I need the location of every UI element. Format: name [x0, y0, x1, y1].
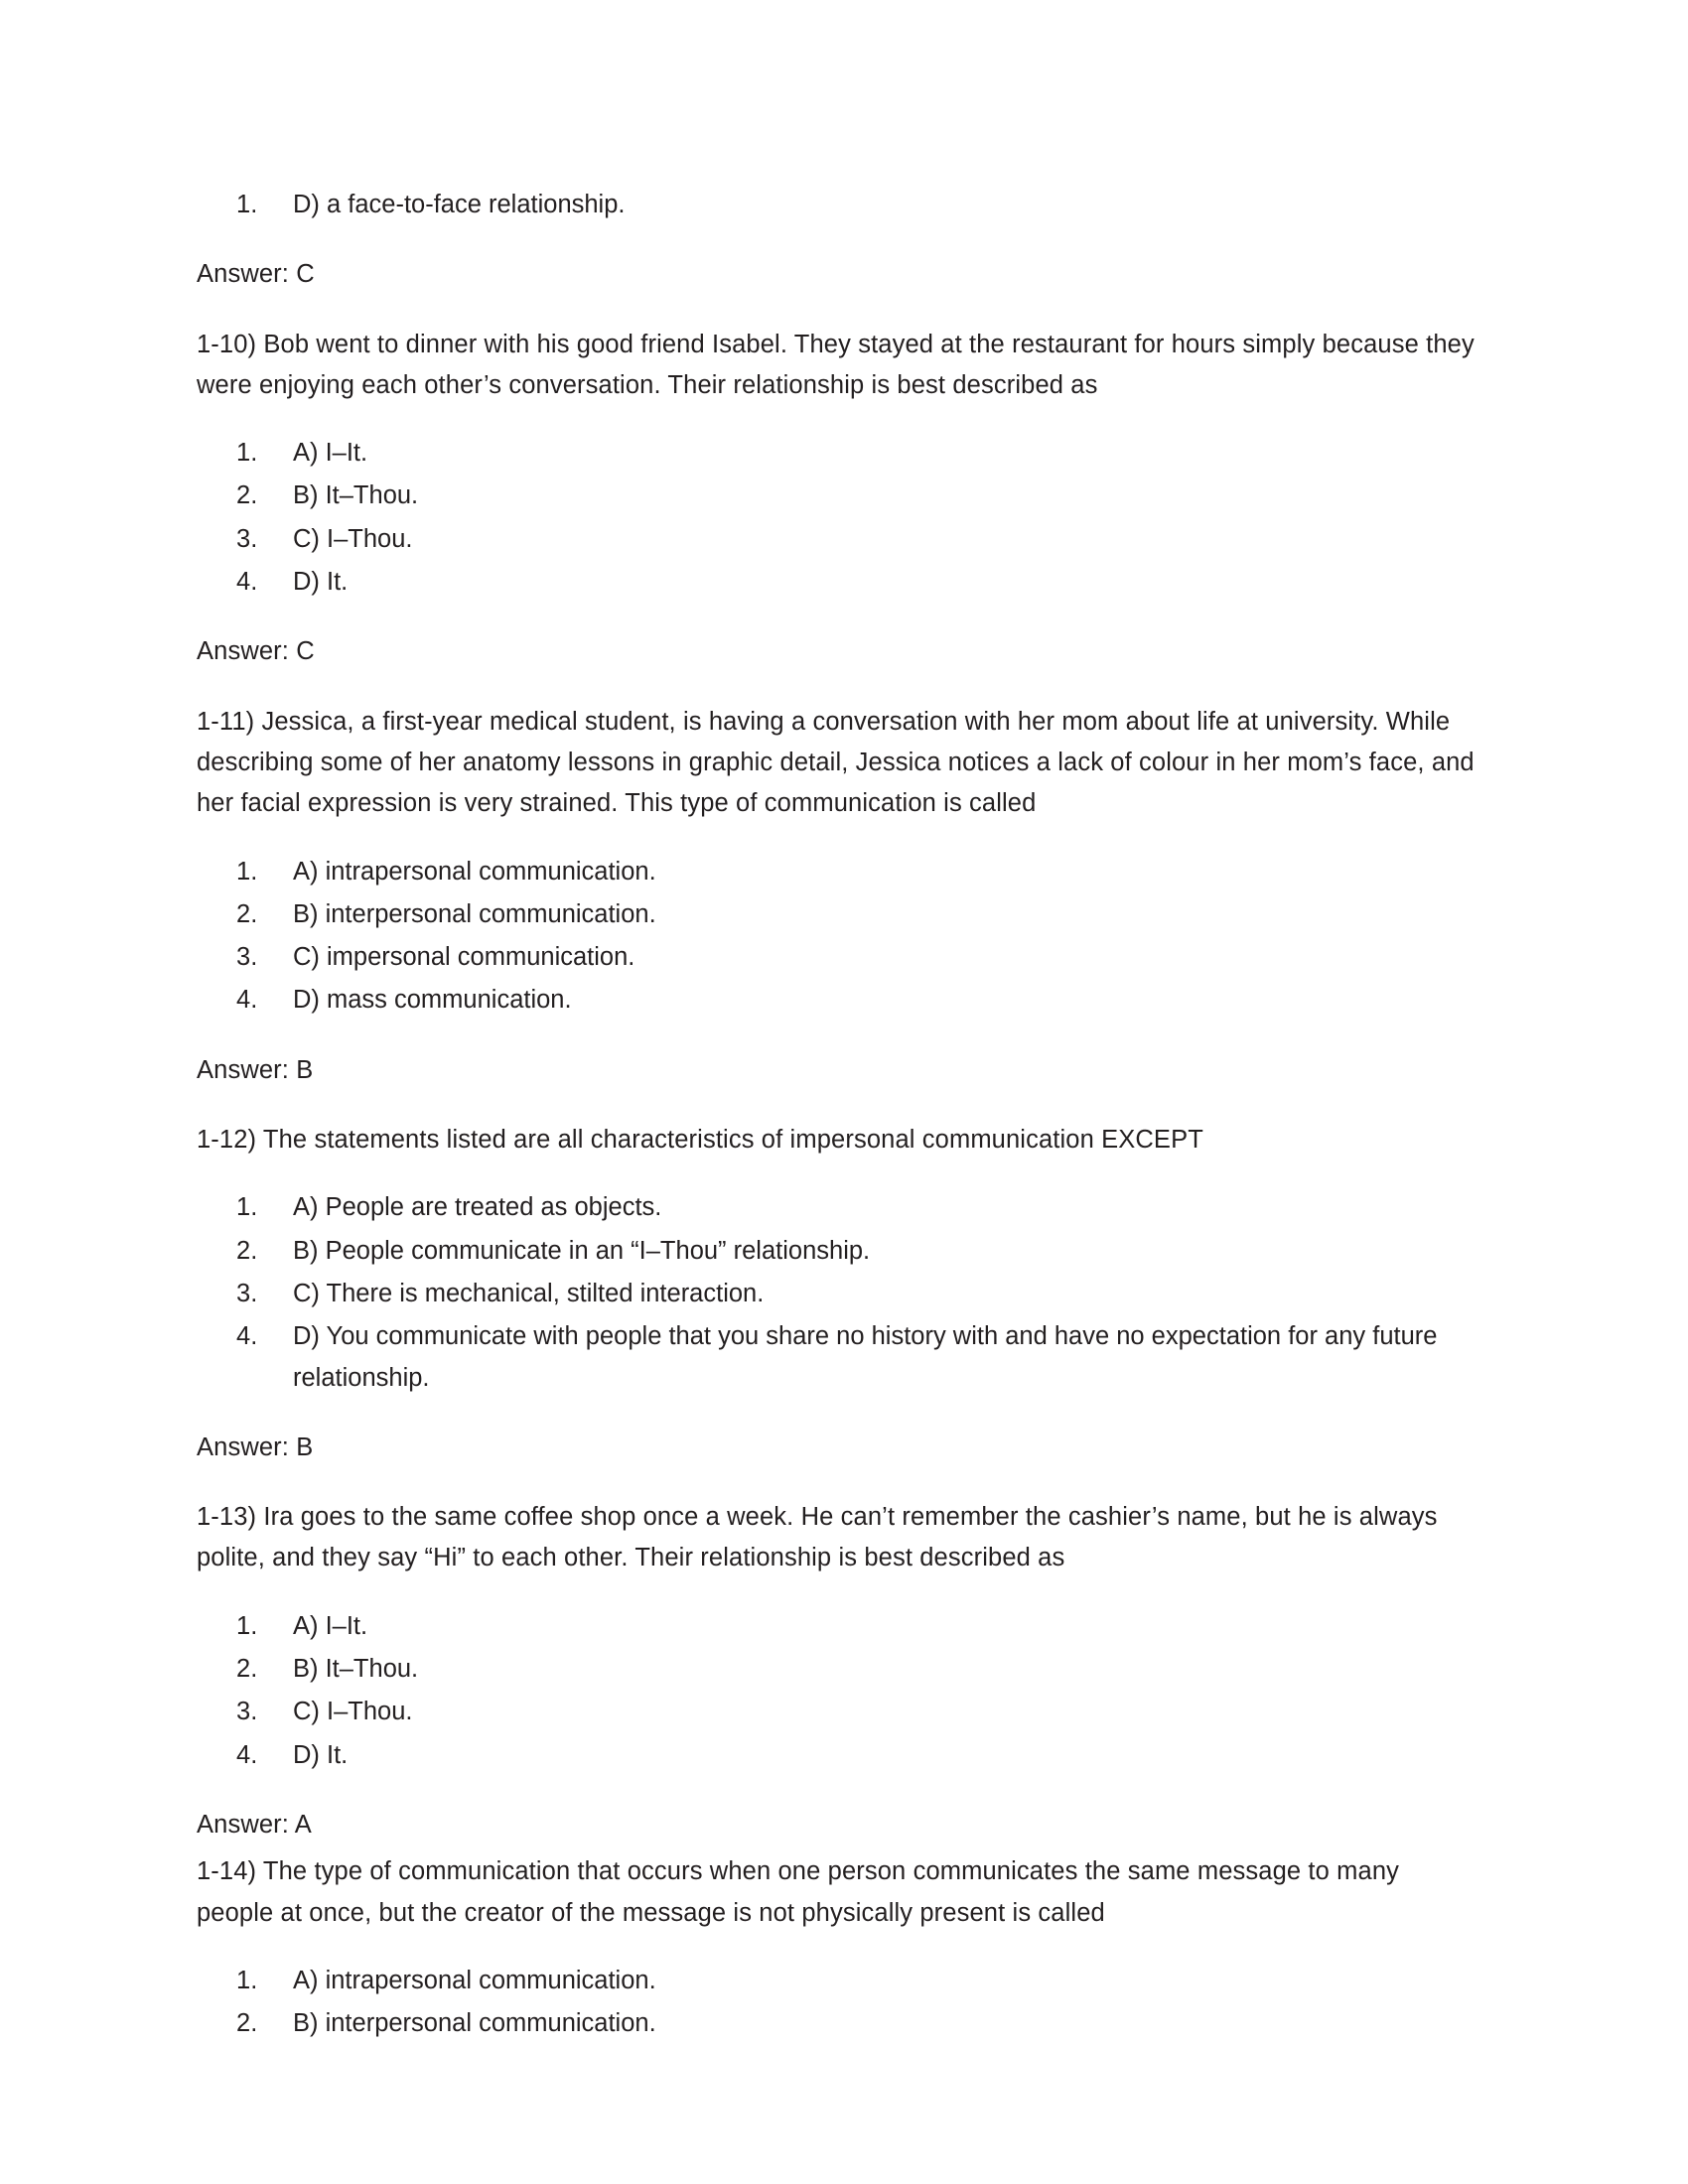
option-text: A) intrapersonal communication.	[293, 857, 656, 886]
list-item	[197, 433, 1477, 474]
option-text: D) It.	[293, 568, 349, 597]
list-item	[197, 1316, 1477, 1399]
option-text: B) interpersonal communication.	[293, 2009, 656, 2038]
list-item	[197, 1692, 1477, 1732]
option-text: D) It.	[293, 1740, 349, 1769]
list-item	[197, 852, 1477, 892]
answer-line-q09: Answer: C	[197, 260, 315, 289]
answer-line-q11: Answer: B	[197, 1055, 314, 1084]
option-text: A) I–It.	[293, 1611, 368, 1640]
question-stem-1-12: 1-12) The statements listed are all characteristics of impersonal communication EXCEPT	[197, 1126, 1203, 1155]
option-text: B) People communicate in an “I–Thou” relationship.	[293, 1236, 871, 1265]
list-item	[197, 1187, 1477, 1228]
question-stem-1-14: 1-14) The type of communication that occurs when one person communicates the same message to many people at once, but the creator of the message is not physically present is called	[197, 1857, 1400, 1927]
list-item	[197, 1274, 1477, 1314]
list-item	[197, 980, 1477, 1021]
list-item	[197, 1735, 1477, 1776]
list-item	[197, 894, 1477, 935]
option-list-orphan	[197, 185, 1477, 225]
list-item	[197, 2003, 1477, 2044]
list-item	[197, 1606, 1477, 1647]
answer-line-q13: Answer: A	[197, 1810, 312, 1839]
question-stem-1-13: 1-13) Ira goes to the same coffee shop once a week. He can’t remember the cashier’s name, but he is always polite, and they say “Hi” to each other. Their relationship is best described as	[197, 1503, 1438, 1572]
list-item	[197, 519, 1477, 560]
option-text: D) You communicate with people that you share no history with and have no expectation for any future relationship.	[293, 1322, 1438, 1392]
question-stem-1-10: 1-10) Bob went to dinner with his good friend Isabel. They stayed at the restaurant for hours simply because they were enjoying each other’s conversation. Their relationship is best described as	[197, 330, 1475, 399]
option-text: A) People are treated as objects.	[293, 1193, 662, 1222]
option-text: B) It–Thou.	[293, 481, 419, 510]
list-item	[197, 937, 1477, 978]
page-content	[197, 185, 1477, 2046]
option-list-1-14	[197, 1961, 1477, 2045]
option-text: B) interpersonal communication.	[293, 899, 656, 928]
option-text: B) It–Thou.	[293, 1655, 419, 1684]
option-list-1-12	[197, 1187, 1477, 1398]
answer-line-q10: Answer: C	[197, 637, 315, 666]
list-item	[197, 1231, 1477, 1272]
option-list-1-13	[197, 1606, 1477, 1776]
option-list-1-11	[197, 852, 1477, 1022]
list-item	[197, 1961, 1477, 2001]
list-item	[197, 562, 1477, 603]
option-text: C) I–Thou.	[293, 1698, 413, 1726]
option-text: A) I–It.	[293, 439, 368, 468]
list-item	[197, 185, 1477, 225]
list-item	[197, 476, 1477, 516]
option-text: D) a face-to-face relationship.	[293, 191, 626, 218]
question-stem-1-11: 1-11) Jessica, a first-year medical student, is having a conversation with her mom about life at university. While describing some of her anatomy lessons in graphic detail, Jessica notices a lack of colour in her mom’s face, and her facial expression is very strained. This type of communication is called	[197, 707, 1475, 818]
answer-line-q12: Answer: B	[197, 1433, 314, 1461]
option-text: C) There is mechanical, stilted interaction.	[293, 1279, 765, 1307]
option-list-1-10	[197, 433, 1477, 603]
option-text: A) intrapersonal communication.	[293, 1966, 656, 1994]
option-text: C) impersonal communication.	[293, 943, 635, 972]
list-item	[197, 1649, 1477, 1690]
option-text: D) mass communication.	[293, 986, 572, 1015]
option-text: C) I–Thou.	[293, 524, 413, 553]
